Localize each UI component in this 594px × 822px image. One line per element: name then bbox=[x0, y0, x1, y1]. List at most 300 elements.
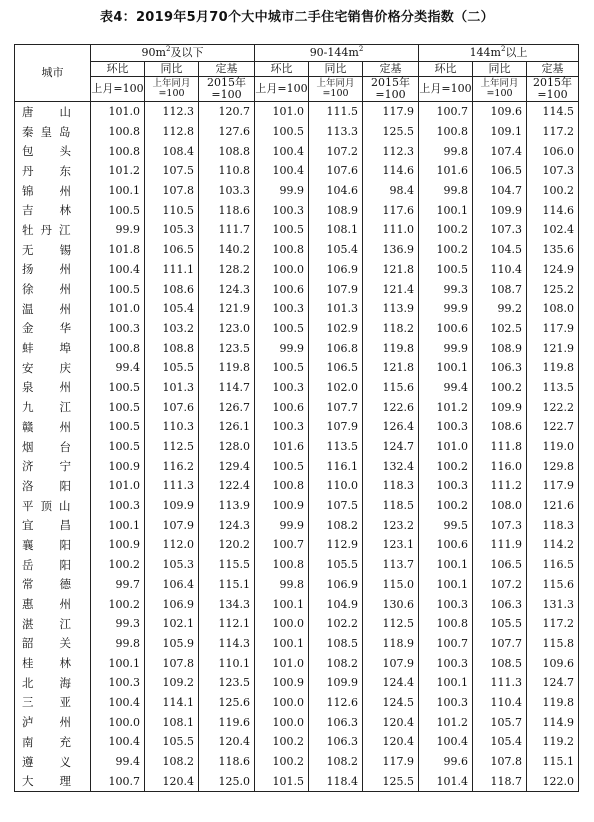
value-cell: 109.9 bbox=[473, 200, 527, 220]
city-name: 三亚 bbox=[22, 695, 97, 710]
value-cell: 110.0 bbox=[309, 476, 363, 496]
city-name: 湛江 bbox=[22, 616, 97, 631]
value-cell: 106.4 bbox=[145, 575, 199, 595]
table-row bbox=[15, 378, 579, 398]
value-cell: 108.6 bbox=[145, 279, 199, 299]
value-cell: 118.4 bbox=[309, 771, 363, 791]
value-cell: 114.6 bbox=[363, 161, 419, 181]
value-cell: 109.6 bbox=[473, 102, 527, 122]
value-cell: 112.0 bbox=[145, 535, 199, 555]
value-cell: 130.6 bbox=[363, 594, 419, 614]
value-cell: 107.7 bbox=[309, 397, 363, 417]
sub-header-yoy: 同比 bbox=[309, 62, 363, 77]
value-cell: 100.3 bbox=[419, 476, 473, 496]
value-cell: 116.2 bbox=[145, 456, 199, 476]
value-cell: 100.9 bbox=[255, 673, 309, 693]
value-cell: 127.6 bbox=[199, 122, 255, 142]
value-cell: 106.0 bbox=[527, 141, 579, 161]
value-cell: 109.6 bbox=[527, 653, 579, 673]
value-cell: 99.6 bbox=[419, 752, 473, 772]
value-cell: 113.5 bbox=[309, 437, 363, 457]
value-cell: 111.0 bbox=[363, 220, 419, 240]
city-name: 吉林 bbox=[22, 203, 97, 218]
value-cell: 100.3 bbox=[91, 673, 145, 693]
city-name: 九江 bbox=[22, 400, 97, 415]
value-cell: 100.3 bbox=[419, 693, 473, 713]
value-cell: 104.6 bbox=[309, 181, 363, 201]
value-cell: 101.0 bbox=[255, 102, 309, 122]
value-cell: 105.5 bbox=[145, 358, 199, 378]
value-cell: 108.7 bbox=[473, 279, 527, 299]
value-cell: 108.6 bbox=[473, 417, 527, 437]
city-cell bbox=[15, 673, 97, 693]
city-cell bbox=[15, 555, 97, 575]
value-cell: 120.7 bbox=[199, 102, 255, 122]
value-cell: 107.6 bbox=[309, 161, 363, 181]
value-cell: 113.3 bbox=[309, 122, 363, 142]
value-cell: 108.9 bbox=[309, 200, 363, 220]
value-cell: 101.0 bbox=[91, 299, 145, 319]
value-cell: 106.5 bbox=[309, 358, 363, 378]
value-cell: 122.2 bbox=[527, 397, 579, 417]
value-cell: 100.3 bbox=[255, 417, 309, 437]
value-cell: 124.7 bbox=[527, 673, 579, 693]
city-name: 徐州 bbox=[22, 282, 97, 297]
value-cell: 121.4 bbox=[363, 279, 419, 299]
value-cell: 120.4 bbox=[363, 732, 419, 752]
value-cell: 108.5 bbox=[309, 634, 363, 654]
value-cell: 126.7 bbox=[199, 397, 255, 417]
table-row bbox=[15, 515, 579, 535]
value-cell: 100.0 bbox=[255, 614, 309, 634]
city-cell bbox=[15, 181, 97, 201]
value-cell: 110.5 bbox=[145, 200, 199, 220]
table-row bbox=[15, 535, 579, 555]
value-cell: 117.9 bbox=[363, 102, 419, 122]
value-cell: 99.9 bbox=[255, 338, 309, 358]
value-cell: 120.4 bbox=[363, 712, 419, 732]
value-cell: 128.2 bbox=[199, 260, 255, 280]
value-cell: 107.3 bbox=[473, 220, 527, 240]
value-cell: 114.5 bbox=[527, 102, 579, 122]
value-cell: 124.4 bbox=[363, 673, 419, 693]
value-cell: 118.3 bbox=[527, 515, 579, 535]
value-cell: 100.3 bbox=[419, 417, 473, 437]
city-cell bbox=[15, 476, 97, 496]
city-name: 北海 bbox=[22, 675, 97, 690]
value-cell: 125.0 bbox=[199, 771, 255, 791]
value-cell: 111.3 bbox=[473, 673, 527, 693]
sub-header-mom: 环比 bbox=[255, 62, 309, 77]
value-cell: 125.6 bbox=[199, 693, 255, 713]
value-cell: 100.0 bbox=[255, 712, 309, 732]
value-cell: 100.5 bbox=[91, 378, 145, 398]
value-cell: 100.8 bbox=[255, 240, 309, 260]
value-cell: 114.2 bbox=[527, 535, 579, 555]
value-cell: 100.2 bbox=[91, 594, 145, 614]
value-cell: 106.9 bbox=[309, 575, 363, 595]
city-cell bbox=[15, 693, 97, 713]
value-cell: 99.4 bbox=[419, 378, 473, 398]
city-name: 温州 bbox=[22, 301, 97, 316]
value-cell: 108.9 bbox=[473, 338, 527, 358]
value-cell: 112.5 bbox=[363, 614, 419, 634]
value-cell: 109.9 bbox=[309, 673, 363, 693]
value-cell: 110.4 bbox=[473, 260, 527, 280]
city-name: 蚌埠 bbox=[22, 341, 97, 356]
value-cell: 111.7 bbox=[199, 220, 255, 240]
value-cell: 100.0 bbox=[255, 260, 309, 280]
value-cell: 105.4 bbox=[309, 240, 363, 260]
group-header-90-below: $90m^2$及以下 bbox=[91, 45, 255, 62]
value-cell: 105.5 bbox=[309, 555, 363, 575]
value-cell: 101.8 bbox=[91, 240, 145, 260]
city-cell bbox=[15, 260, 97, 280]
value-cell: 100.8 bbox=[419, 122, 473, 142]
value-cell: 107.3 bbox=[473, 515, 527, 535]
value-cell: 100.4 bbox=[255, 141, 309, 161]
value-cell: 99.4 bbox=[91, 358, 145, 378]
value-cell: 100.7 bbox=[91, 771, 145, 791]
value-cell: 109.1 bbox=[473, 122, 527, 142]
value-cell: 108.2 bbox=[309, 515, 363, 535]
base-header-row bbox=[15, 77, 579, 102]
value-cell: 122.4 bbox=[199, 476, 255, 496]
value-cell: 121.8 bbox=[363, 358, 419, 378]
value-cell: 99.3 bbox=[91, 614, 145, 634]
value-cell: 108.1 bbox=[145, 712, 199, 732]
city-name: 桂林 bbox=[22, 656, 97, 671]
value-cell: 109.9 bbox=[473, 397, 527, 417]
city-name: 包头 bbox=[22, 144, 97, 159]
base-header-yoy: 上年同月=100 bbox=[473, 77, 527, 102]
value-cell: 107.6 bbox=[145, 397, 199, 417]
city-name: 泉州 bbox=[22, 380, 97, 395]
city-name: 无锡 bbox=[22, 242, 97, 257]
value-cell: 102.2 bbox=[309, 614, 363, 634]
value-cell: 124.7 bbox=[363, 437, 419, 457]
sub-header-fixed-base: 定基 bbox=[363, 62, 419, 77]
value-cell: 100.2 bbox=[419, 456, 473, 476]
value-cell: 124.3 bbox=[199, 279, 255, 299]
value-cell: 114.9 bbox=[527, 712, 579, 732]
value-cell: 111.8 bbox=[473, 437, 527, 457]
value-cell: 100.3 bbox=[91, 496, 145, 516]
value-cell: 100.6 bbox=[419, 319, 473, 339]
value-cell: 132.4 bbox=[363, 456, 419, 476]
value-cell: 119.8 bbox=[527, 358, 579, 378]
value-cell: 118.5 bbox=[363, 496, 419, 516]
city-cell bbox=[15, 338, 97, 358]
city-cell bbox=[15, 712, 97, 732]
value-cell: 103.3 bbox=[199, 181, 255, 201]
value-cell: 99.9 bbox=[419, 338, 473, 358]
value-cell: 107.9 bbox=[363, 653, 419, 673]
table-row bbox=[15, 220, 579, 240]
value-cell: 100.1 bbox=[419, 673, 473, 693]
table-body bbox=[15, 102, 579, 792]
value-cell: 106.5 bbox=[473, 161, 527, 181]
value-cell: 99.9 bbox=[255, 515, 309, 535]
value-cell: 114.6 bbox=[527, 200, 579, 220]
city-cell bbox=[15, 240, 97, 260]
value-cell: 100.8 bbox=[255, 555, 309, 575]
value-cell: 100.4 bbox=[91, 732, 145, 752]
table-row bbox=[15, 653, 579, 673]
base-header-fixed-base: 2015年=100 bbox=[363, 77, 419, 102]
value-cell: 118.7 bbox=[473, 771, 527, 791]
value-cell: 105.4 bbox=[145, 299, 199, 319]
table-row bbox=[15, 122, 579, 142]
value-cell: 123.5 bbox=[199, 673, 255, 693]
city-cell bbox=[15, 358, 97, 378]
value-cell: 100.0 bbox=[255, 693, 309, 713]
value-cell: 100.5 bbox=[255, 456, 309, 476]
city-cell bbox=[15, 102, 97, 122]
value-cell: 121.6 bbox=[527, 496, 579, 516]
value-cell: 112.3 bbox=[145, 102, 199, 122]
base-header-yoy: 上年同月=100 bbox=[309, 77, 363, 102]
value-cell: 108.2 bbox=[145, 752, 199, 772]
value-cell: 121.8 bbox=[363, 260, 419, 280]
value-cell: 100.9 bbox=[91, 535, 145, 555]
city-cell bbox=[15, 535, 97, 555]
value-cell: 99.3 bbox=[419, 279, 473, 299]
value-cell: 108.2 bbox=[309, 752, 363, 772]
table-row bbox=[15, 712, 579, 732]
value-cell: 100.1 bbox=[419, 358, 473, 378]
city-cell bbox=[15, 614, 97, 634]
value-cell: 107.4 bbox=[473, 141, 527, 161]
value-cell: 112.1 bbox=[199, 614, 255, 634]
base-header-mom: 上月=100 bbox=[419, 77, 473, 102]
value-cell: 122.6 bbox=[363, 397, 419, 417]
value-cell: 100.9 bbox=[255, 496, 309, 516]
value-cell: 107.3 bbox=[527, 161, 579, 181]
value-cell: 108.2 bbox=[309, 653, 363, 673]
table-row bbox=[15, 397, 579, 417]
value-cell: 115.1 bbox=[199, 575, 255, 595]
city-cell bbox=[15, 456, 97, 476]
value-cell: 106.3 bbox=[473, 594, 527, 614]
value-cell: 125.5 bbox=[363, 771, 419, 791]
table-row bbox=[15, 299, 579, 319]
table-row bbox=[15, 456, 579, 476]
value-cell: 101.0 bbox=[419, 437, 473, 457]
value-cell: 100.4 bbox=[255, 161, 309, 181]
value-cell: 100.3 bbox=[255, 200, 309, 220]
value-cell: 100.5 bbox=[91, 279, 145, 299]
value-cell: 120.4 bbox=[199, 732, 255, 752]
value-cell: 110.4 bbox=[473, 693, 527, 713]
city-cell bbox=[15, 397, 97, 417]
value-cell: 126.4 bbox=[363, 417, 419, 437]
value-cell: 100.4 bbox=[91, 260, 145, 280]
table-row bbox=[15, 732, 579, 752]
value-cell: 111.5 bbox=[309, 102, 363, 122]
base-header-fixed-base: 2015年=100 bbox=[527, 77, 579, 102]
table-row bbox=[15, 575, 579, 595]
value-cell: 106.5 bbox=[145, 240, 199, 260]
city-cell bbox=[15, 732, 97, 752]
value-cell: 115.8 bbox=[527, 634, 579, 654]
value-cell: 106.3 bbox=[309, 712, 363, 732]
city-cell bbox=[15, 575, 97, 595]
value-cell: 120.2 bbox=[199, 535, 255, 555]
city-name: 惠州 bbox=[22, 597, 97, 612]
city-cell bbox=[15, 515, 97, 535]
value-cell: 100.1 bbox=[91, 653, 145, 673]
value-cell: 110.3 bbox=[145, 417, 199, 437]
city-cell bbox=[15, 220, 91, 240]
value-cell: 100.7 bbox=[255, 535, 309, 555]
value-cell: 110.1 bbox=[199, 653, 255, 673]
value-cell: 112.5 bbox=[145, 437, 199, 457]
value-cell: 99.9 bbox=[255, 181, 309, 201]
value-cell: 100.6 bbox=[255, 397, 309, 417]
value-cell: 123.2 bbox=[363, 515, 419, 535]
value-cell: 124.3 bbox=[199, 515, 255, 535]
value-cell: 102.1 bbox=[145, 614, 199, 634]
value-cell: 100.7 bbox=[419, 102, 473, 122]
value-cell: 117.2 bbox=[527, 122, 579, 142]
table-row bbox=[15, 594, 579, 614]
value-cell: 108.8 bbox=[145, 338, 199, 358]
value-cell: 115.6 bbox=[363, 378, 419, 398]
value-cell: 101.3 bbox=[145, 378, 199, 398]
value-cell: 117.2 bbox=[527, 614, 579, 634]
value-cell: 116.5 bbox=[527, 555, 579, 575]
sub-header-mom: 环比 bbox=[419, 62, 473, 77]
value-cell: 118.6 bbox=[199, 200, 255, 220]
value-cell: 108.8 bbox=[199, 141, 255, 161]
city-cell bbox=[15, 496, 91, 516]
value-cell: 102.9 bbox=[309, 319, 363, 339]
value-cell: 100.6 bbox=[255, 279, 309, 299]
city-name: 济宁 bbox=[22, 459, 97, 474]
value-cell: 100.2 bbox=[527, 181, 579, 201]
value-cell: 115.1 bbox=[527, 752, 579, 772]
value-cell: 111.3 bbox=[145, 476, 199, 496]
value-cell: 100.5 bbox=[91, 200, 145, 220]
value-cell: 125.2 bbox=[527, 279, 579, 299]
value-cell: 111.2 bbox=[473, 476, 527, 496]
value-cell: 106.9 bbox=[145, 594, 199, 614]
value-cell: 100.9 bbox=[91, 456, 145, 476]
value-cell: 100.3 bbox=[255, 299, 309, 319]
table-row bbox=[15, 476, 579, 496]
value-cell: 99.2 bbox=[473, 299, 527, 319]
value-cell: 101.2 bbox=[419, 397, 473, 417]
value-cell: 101.3 bbox=[309, 299, 363, 319]
value-cell: 104.5 bbox=[473, 240, 527, 260]
value-cell: 122.0 bbox=[527, 771, 579, 791]
value-cell: 126.1 bbox=[199, 417, 255, 437]
value-cell: 101.0 bbox=[255, 653, 309, 673]
value-cell: 99.9 bbox=[419, 299, 473, 319]
value-cell: 99.8 bbox=[419, 181, 473, 201]
value-cell: 101.5 bbox=[255, 771, 309, 791]
value-cell: 100.2 bbox=[419, 220, 473, 240]
table-row bbox=[15, 161, 579, 181]
table-row bbox=[15, 200, 579, 220]
value-cell: 108.4 bbox=[145, 141, 199, 161]
value-cell: 107.7 bbox=[473, 634, 527, 654]
city-name: 唐山 bbox=[22, 104, 97, 119]
city-name: 岳阳 bbox=[22, 557, 97, 572]
value-cell: 100.1 bbox=[419, 200, 473, 220]
value-cell: 100.5 bbox=[255, 358, 309, 378]
value-cell: 128.0 bbox=[199, 437, 255, 457]
city-cell bbox=[15, 141, 97, 161]
sub-header-fixed-base: 定基 bbox=[527, 62, 579, 77]
value-cell: 113.9 bbox=[199, 496, 255, 516]
table-row bbox=[15, 771, 579, 791]
value-cell: 121.9 bbox=[527, 338, 579, 358]
value-cell: 105.9 bbox=[145, 634, 199, 654]
table-row bbox=[15, 319, 579, 339]
value-cell: 101.6 bbox=[255, 437, 309, 457]
group-header-90-144: $90-144m^2$ bbox=[255, 45, 419, 62]
value-cell: 101.6 bbox=[419, 161, 473, 181]
value-cell: 100.1 bbox=[91, 181, 145, 201]
value-cell: 117.9 bbox=[527, 319, 579, 339]
value-cell: 106.5 bbox=[473, 555, 527, 575]
value-cell: 107.9 bbox=[309, 417, 363, 437]
sub-header-mom: 环比 bbox=[91, 62, 145, 77]
value-cell: 100.7 bbox=[419, 634, 473, 654]
value-cell: 109.9 bbox=[145, 496, 199, 516]
value-cell: 124.5 bbox=[363, 693, 419, 713]
value-cell: 114.3 bbox=[199, 634, 255, 654]
value-cell: 108.0 bbox=[527, 299, 579, 319]
value-cell: 100.4 bbox=[419, 732, 473, 752]
value-cell: 100.3 bbox=[419, 594, 473, 614]
value-cell: 98.4 bbox=[363, 181, 419, 201]
table-row bbox=[15, 279, 579, 299]
city-name: 大理 bbox=[22, 774, 97, 789]
value-cell: 100.2 bbox=[255, 752, 309, 772]
value-cell: 119.8 bbox=[199, 358, 255, 378]
table-row bbox=[15, 752, 579, 772]
value-cell: 100.8 bbox=[91, 338, 145, 358]
city-name: 韶关 bbox=[22, 636, 97, 651]
value-cell: 101.0 bbox=[91, 102, 145, 122]
value-cell: 100.5 bbox=[255, 122, 309, 142]
value-cell: 104.9 bbox=[309, 594, 363, 614]
value-cell: 100.8 bbox=[419, 614, 473, 634]
price-index-table bbox=[14, 44, 579, 792]
city-name: 平顶山 bbox=[22, 498, 78, 513]
value-cell: 107.5 bbox=[145, 161, 199, 181]
value-cell: 117.6 bbox=[363, 200, 419, 220]
value-cell: 111.1 bbox=[145, 260, 199, 280]
base-header-mom: 上月=100 bbox=[255, 77, 309, 102]
value-cell: 124.9 bbox=[527, 260, 579, 280]
value-cell: 115.0 bbox=[363, 575, 419, 595]
value-cell: 100.3 bbox=[255, 378, 309, 398]
city-name: 南充 bbox=[22, 734, 97, 749]
city-name: 泸州 bbox=[22, 715, 97, 730]
city-cell bbox=[15, 122, 91, 142]
table-row bbox=[15, 141, 579, 161]
value-cell: 129.4 bbox=[199, 456, 255, 476]
table-row bbox=[15, 102, 579, 122]
value-cell: 101.4 bbox=[419, 771, 473, 791]
value-cell: 105.3 bbox=[145, 555, 199, 575]
value-cell: 115.6 bbox=[527, 575, 579, 595]
value-cell: 111.9 bbox=[473, 535, 527, 555]
